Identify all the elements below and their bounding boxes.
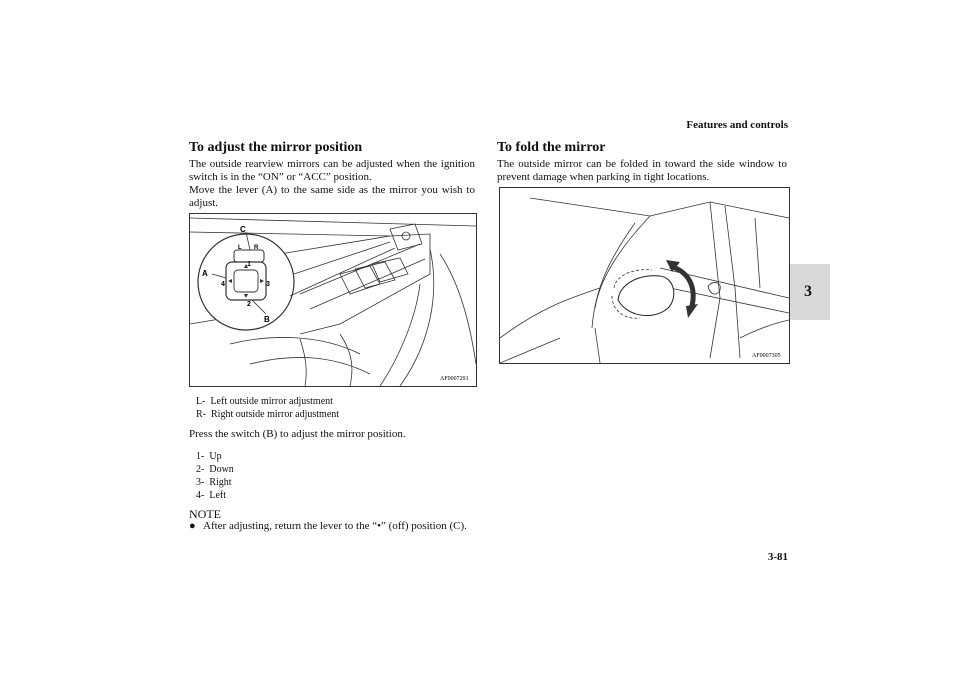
fold-mirror-illustration: [500, 188, 789, 363]
callout-r: R: [254, 245, 259, 251]
right-column: [497, 139, 787, 184]
adjust-paragraph-2: Move the lever (A) to the same side as the mirror you wish to adjust.: [189, 184, 475, 209]
figure-id-left: AF0007291: [440, 376, 469, 382]
note-block: [189, 520, 475, 533]
direction-list: [196, 450, 234, 502]
callout-a: A: [202, 269, 208, 278]
callout-4: 4: [221, 281, 225, 288]
fold-heading: To fold the mirror: [497, 140, 606, 155]
section-header: Features and controls: [686, 119, 788, 131]
left-column: [189, 139, 475, 210]
direction-left: 4- Left: [196, 490, 226, 501]
adjust-paragraph-1: The outside rearview mirrors can be adjusted when the ignition switch is in the “ON” or “ACC” position.: [189, 158, 475, 183]
figure-id-right: AF0007305: [752, 353, 781, 359]
chapter-tab: [786, 264, 830, 320]
mirror-switch-illustration: [190, 214, 476, 386]
callout-3: 3: [266, 281, 270, 288]
callout-1: 1: [247, 261, 251, 268]
page-number: 3-81: [767, 551, 788, 563]
press-switch-text: Press the switch (B) to adjust the mirror position.: [189, 428, 406, 440]
note-label: NOTE: [189, 507, 221, 521]
fold-paragraph: The outside mirror can be folded in toward the side window to prevent damage when parking in tight locations.: [497, 158, 787, 183]
callout-b: B: [264, 315, 270, 324]
legend-row-left: L- Left outside mirror adjustment: [196, 396, 333, 407]
direction-right: 3- Right: [196, 477, 232, 488]
callout-c: C: [240, 225, 246, 234]
direction-up: 1- Up: [196, 451, 222, 462]
callout-2: 2: [247, 301, 251, 308]
legend-row-right: R- Right outside mirror adjustment: [196, 409, 340, 420]
chapter-number: 3: [804, 283, 812, 300]
mirror-switch-figure: [189, 213, 477, 387]
note-text: After adjusting, return the lever to the “•” (off) position (C).: [203, 520, 467, 532]
callout-l: L: [238, 245, 242, 251]
note-bullet-icon: ●: [189, 520, 196, 532]
adjust-heading: To adjust the mirror position: [189, 140, 363, 155]
fold-mirror-figure: [499, 187, 790, 364]
lever-legend: [196, 395, 339, 421]
direction-down: 2- Down: [196, 464, 234, 475]
